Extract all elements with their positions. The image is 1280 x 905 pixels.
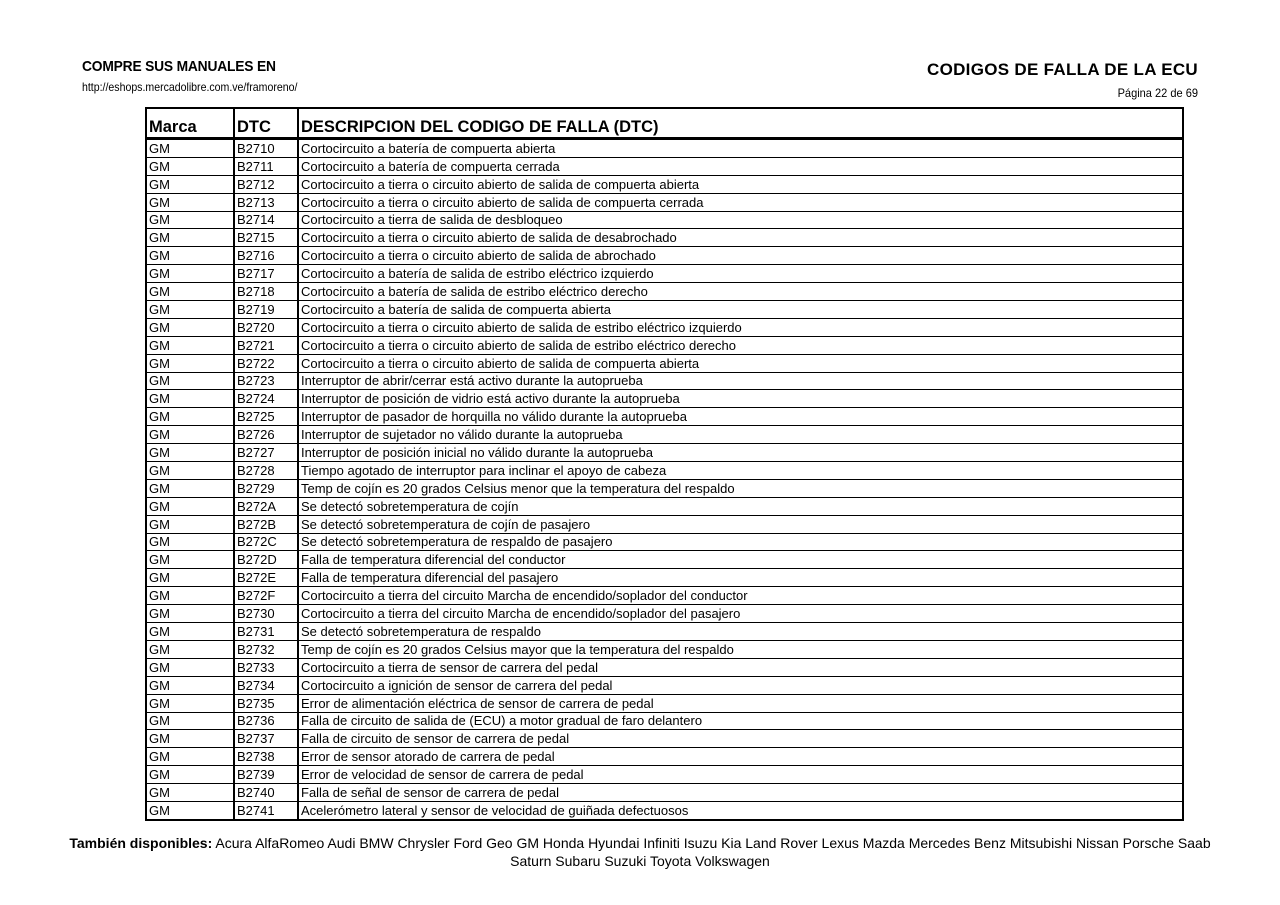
table-row (146, 658, 1183, 676)
table-row (146, 551, 1183, 569)
cell-dtc: B272F (234, 587, 298, 605)
cell-descripcion: Tiempo agotado de interruptor para inclinar el apoyo de cabeza (298, 462, 1183, 480)
cell-marca: GM (146, 676, 234, 694)
cell-marca: GM (146, 390, 234, 408)
promo-title: COMPRE SUS MANUALES EN (82, 58, 276, 75)
cell-marca: GM (146, 605, 234, 623)
cell-descripcion: Falla de temperatura diferencial del conductor (298, 551, 1183, 569)
cell-marca: GM (146, 229, 234, 247)
table-row (146, 408, 1183, 426)
table-row (146, 301, 1183, 319)
cell-marca: GM (146, 301, 234, 319)
cell-dtc: B2717 (234, 265, 298, 283)
table-row (146, 175, 1183, 193)
table-row (146, 533, 1183, 551)
cell-descripcion: Temp de cojín es 20 grados Celsius menor que la temperatura del respaldo (298, 479, 1183, 497)
cell-marca: GM (146, 569, 234, 587)
cell-dtc: B2731 (234, 623, 298, 641)
cell-descripcion: Cortocircuito a batería de salida de estribo eléctrico izquierdo (298, 265, 1183, 283)
table-row (146, 640, 1183, 658)
cell-descripcion: Interruptor de sujetador no válido durante la autoprueba (298, 426, 1183, 444)
cell-descripcion: Se detectó sobretemperatura de cojín (298, 497, 1183, 515)
cell-descripcion: Cortocircuito a tierra o circuito abierto de salida de desabrochado (298, 229, 1183, 247)
cell-marca: GM (146, 640, 234, 658)
cell-dtc: B2721 (234, 336, 298, 354)
cell-marca: GM (146, 283, 234, 301)
cell-dtc: B2730 (234, 605, 298, 623)
table-row (146, 390, 1183, 408)
cell-descripcion: Se detectó sobretemperatura de respaldo (298, 623, 1183, 641)
cell-marca: GM (146, 157, 234, 175)
table-row (146, 676, 1183, 694)
cell-descripcion: Se detectó sobretemperatura de respaldo de pasajero (298, 533, 1183, 551)
cell-descripcion: Falla de circuito de sensor de carrera de pedal (298, 730, 1183, 748)
cell-dtc: B2737 (234, 730, 298, 748)
cell-descripcion: Error de sensor atorado de carrera de pedal (298, 748, 1183, 766)
table-row (146, 569, 1183, 587)
cell-dtc: B2720 (234, 318, 298, 336)
cell-dtc: B272E (234, 569, 298, 587)
cell-dtc: B2714 (234, 211, 298, 229)
table-row (146, 515, 1183, 533)
cell-descripcion: Cortocircuito a tierra del circuito Marcha de encendido/soplador del conductor (298, 587, 1183, 605)
table-row (146, 247, 1183, 265)
cell-marca: GM (146, 551, 234, 569)
cell-dtc: B2724 (234, 390, 298, 408)
footer (60, 834, 1220, 870)
column-header-marca: Marca (146, 108, 234, 139)
header-left (82, 58, 327, 94)
table-row (146, 605, 1183, 623)
cell-descripcion: Cortocircuito a tierra de salida de desbloqueo (298, 211, 1183, 229)
cell-marca: GM (146, 623, 234, 641)
cell-marca: GM (146, 784, 234, 802)
cell-marca: GM (146, 801, 234, 819)
header-right (927, 60, 1198, 100)
table-row (146, 497, 1183, 515)
table-row (146, 623, 1183, 641)
cell-descripcion: Error de alimentación eléctrica de sensor de carrera de pedal (298, 694, 1183, 712)
cell-dtc: B2733 (234, 658, 298, 676)
table-row (146, 157, 1183, 175)
cell-dtc: B2723 (234, 372, 298, 390)
table-row (146, 193, 1183, 211)
cell-dtc: B2728 (234, 462, 298, 480)
table-row (146, 372, 1183, 390)
cell-dtc: B2722 (234, 354, 298, 372)
cell-dtc: B2727 (234, 444, 298, 462)
cell-marca: GM (146, 318, 234, 336)
cell-dtc: B2729 (234, 479, 298, 497)
cell-dtc: B2716 (234, 247, 298, 265)
cell-dtc: B2734 (234, 676, 298, 694)
cell-marca: GM (146, 766, 234, 784)
cell-marca: GM (146, 479, 234, 497)
table-row (146, 426, 1183, 444)
table-row (146, 766, 1183, 784)
cell-dtc: B272A (234, 497, 298, 515)
cell-marca: GM (146, 694, 234, 712)
cell-descripcion: Falla de señal de sensor de carrera de pedal (298, 784, 1183, 802)
table-row (146, 587, 1183, 605)
table-row (146, 229, 1183, 247)
cell-dtc: B2740 (234, 784, 298, 802)
cell-descripcion: Cortocircuito a tierra o circuito abierto de salida de abrochado (298, 247, 1183, 265)
cell-dtc: B2711 (234, 157, 298, 175)
cell-marca: GM (146, 265, 234, 283)
cell-descripcion: Cortocircuito a tierra o circuito abierto de salida de compuerta cerrada (298, 193, 1183, 211)
table-row (146, 265, 1183, 283)
cell-dtc: B2712 (234, 175, 298, 193)
table-row (146, 712, 1183, 730)
footer-label: También disponibles: (69, 835, 213, 851)
cell-dtc: B2725 (234, 408, 298, 426)
cell-marca: GM (146, 497, 234, 515)
table-row (146, 444, 1183, 462)
cell-descripcion: Cortocircuito a batería de compuerta cerrada (298, 157, 1183, 175)
cell-dtc: B2735 (234, 694, 298, 712)
cell-marca: GM (146, 515, 234, 533)
table-row (146, 318, 1183, 336)
cell-descripcion: Interruptor de pasador de horquilla no válido durante la autoprueba (298, 408, 1183, 426)
cell-marca: GM (146, 336, 234, 354)
footer-brands: Acura AlfaRomeo Audi BMW Chrysler Ford Geo GM Honda Hyundai Infiniti Isuzu Kia Land Rover Lexus Mazda Mercedes Benz Mitsubishi Nissan Porsche Saab Saturn Subaru Suzuki Toyota Volkswagen (215, 835, 1211, 869)
cell-descripcion: Cortocircuito a tierra de sensor de carrera del pedal (298, 658, 1183, 676)
cell-marca: GM (146, 748, 234, 766)
column-header-descripcion: DESCRIPCION DEL CODIGO DE FALLA (DTC) (298, 108, 1183, 139)
cell-descripcion: Cortocircuito a batería de compuerta abierta (298, 139, 1183, 158)
cell-dtc: B272C (234, 533, 298, 551)
cell-descripcion: Cortocircuito a batería de salida de estribo eléctrico derecho (298, 283, 1183, 301)
cell-marca: GM (146, 139, 234, 158)
cell-marca: GM (146, 712, 234, 730)
cell-descripcion: Falla de temperatura diferencial del pasajero (298, 569, 1183, 587)
cell-dtc: B272D (234, 551, 298, 569)
table-row (146, 462, 1183, 480)
table-row (146, 748, 1183, 766)
cell-descripcion: Temp de cojín es 20 grados Celsius mayor que la temperatura del respaldo (298, 640, 1183, 658)
table-row (146, 336, 1183, 354)
cell-dtc: B2715 (234, 229, 298, 247)
cell-marca: GM (146, 247, 234, 265)
dtc-table (145, 107, 1184, 821)
cell-dtc: B2718 (234, 283, 298, 301)
cell-marca: GM (146, 193, 234, 211)
cell-marca: GM (146, 587, 234, 605)
cell-descripcion: Interruptor de abrir/cerrar está activo durante la autoprueba (298, 372, 1183, 390)
cell-marca: GM (146, 426, 234, 444)
cell-dtc: B2719 (234, 301, 298, 319)
table-row (146, 694, 1183, 712)
column-header-dtc: DTC (234, 108, 298, 139)
table-row (146, 730, 1183, 748)
table-row (146, 784, 1183, 802)
cell-descripcion: Cortocircuito a tierra del circuito Marcha de encendido/soplador del pasajero (298, 605, 1183, 623)
table-body (146, 139, 1183, 820)
cell-descripcion: Cortocircuito a tierra o circuito abierto de salida de compuerta abierta (298, 175, 1183, 193)
cell-marca: GM (146, 444, 234, 462)
table-header-row (146, 108, 1183, 139)
cell-dtc: B2726 (234, 426, 298, 444)
cell-marca: GM (146, 462, 234, 480)
cell-descripcion: Interruptor de posición de vidrio está activo durante la autoprueba (298, 390, 1183, 408)
cell-descripcion: Cortocircuito a tierra o circuito abierto de salida de estribo eléctrico derecho (298, 336, 1183, 354)
table-row (146, 283, 1183, 301)
cell-descripcion: Falla de circuito de salida de (ECU) a motor gradual de faro delantero (298, 712, 1183, 730)
cell-descripcion: Interruptor de posición inicial no válido durante la autoprueba (298, 444, 1183, 462)
cell-dtc: B2741 (234, 801, 298, 819)
cell-descripcion: Error de velocidad de sensor de carrera de pedal (298, 766, 1183, 784)
table-row (146, 211, 1183, 229)
table-row (146, 801, 1183, 819)
cell-descripcion: Cortocircuito a ignición de sensor de carrera del pedal (298, 676, 1183, 694)
page-number: Página 22 de 69 (1117, 86, 1198, 100)
cell-marca: GM (146, 211, 234, 229)
cell-marca: GM (146, 372, 234, 390)
cell-dtc: B2739 (234, 766, 298, 784)
promo-url[interactable]: http://eshops.mercadolibre.com.ve/framoreno/ (82, 80, 298, 94)
cell-descripcion: Cortocircuito a tierra o circuito abierto de salida de estribo eléctrico izquierdo (298, 318, 1183, 336)
table-row (146, 139, 1183, 158)
cell-descripcion: Se detectó sobretemperatura de cojín de pasajero (298, 515, 1183, 533)
cell-marca: GM (146, 408, 234, 426)
cell-dtc: B2738 (234, 748, 298, 766)
cell-descripcion: Acelerómetro lateral y sensor de velocidad de guiñada defectuosos (298, 801, 1183, 819)
cell-descripcion: Cortocircuito a batería de salida de compuerta abierta (298, 301, 1183, 319)
cell-dtc: B2736 (234, 712, 298, 730)
cell-dtc: B272B (234, 515, 298, 533)
cell-marca: GM (146, 730, 234, 748)
cell-marca: GM (146, 533, 234, 551)
table-row (146, 479, 1183, 497)
cell-marca: GM (146, 354, 234, 372)
cell-dtc: B2710 (234, 139, 298, 158)
cell-marca: GM (146, 175, 234, 193)
cell-dtc: B2713 (234, 193, 298, 211)
cell-descripcion: Cortocircuito a tierra o circuito abierto de salida de compuerta abierta (298, 354, 1183, 372)
cell-marca: GM (146, 658, 234, 676)
table-row (146, 354, 1183, 372)
document-title: CODIGOS DE FALLA DE LA ECU (927, 60, 1198, 79)
cell-dtc: B2732 (234, 640, 298, 658)
